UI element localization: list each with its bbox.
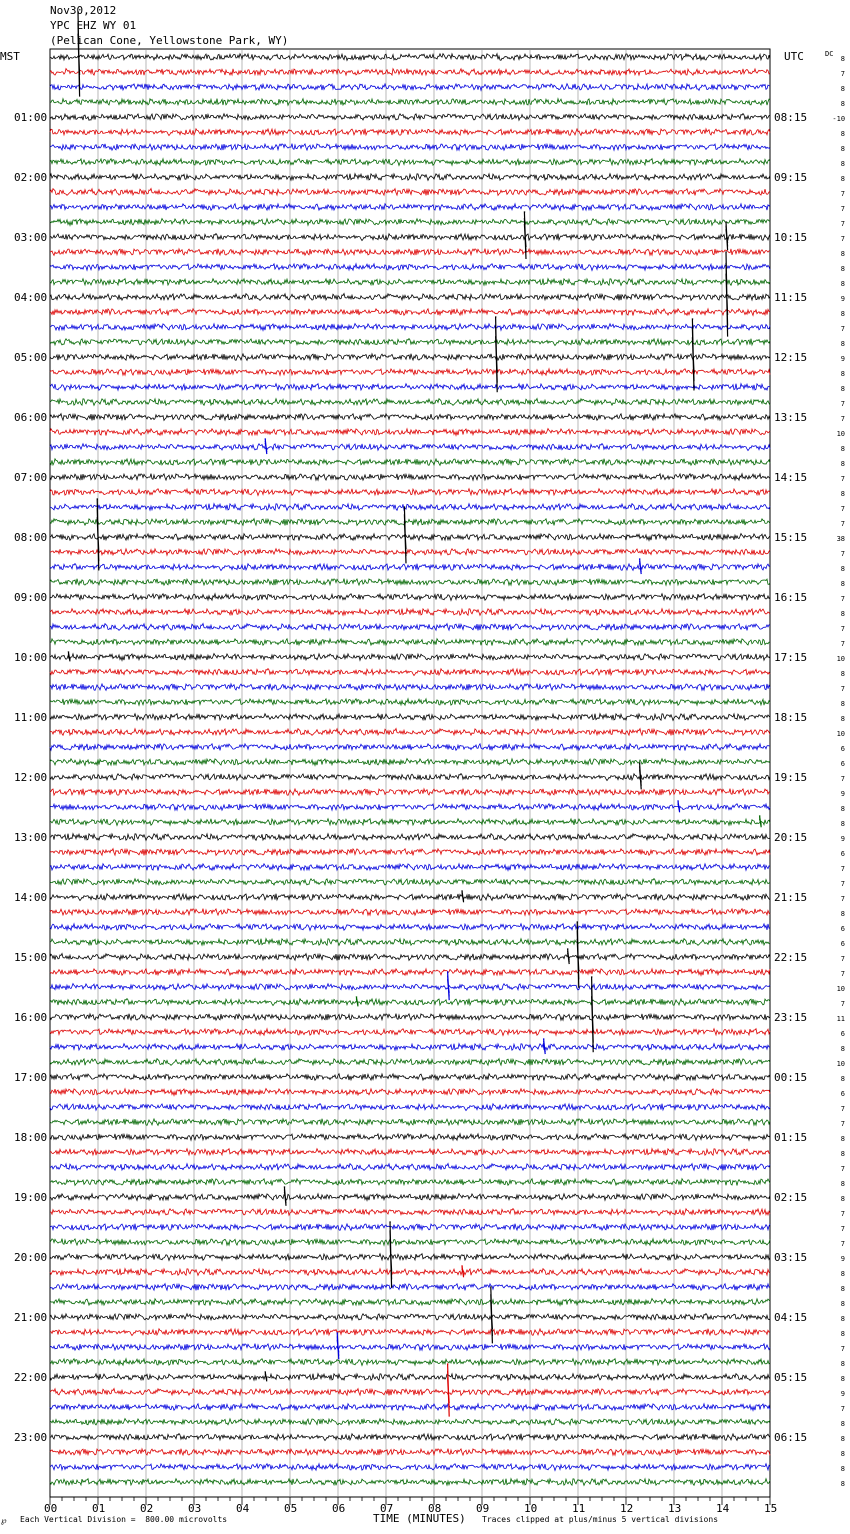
dc-offset-value: 8 <box>840 1360 846 1368</box>
event-spike <box>448 1364 450 1417</box>
dc-offset-value: 9 <box>840 295 846 303</box>
trace-row <box>50 1224 770 1231</box>
trace-row <box>50 249 770 256</box>
trace-row <box>50 1104 770 1111</box>
seismic-traces <box>50 54 770 1486</box>
dc-offset-value: 6 <box>840 850 846 858</box>
scale-note: Each Vertical Division = 800.00 microvolts <box>20 1515 228 1524</box>
dc-offset-value: 7 <box>840 235 846 243</box>
left-hour-label: 22:00 <box>14 1371 48 1384</box>
dc-offset-value: 7 <box>840 1240 846 1248</box>
x-tick-label: 01 <box>92 1502 106 1515</box>
trace-row <box>50 579 770 586</box>
dc-offset-value: 8 <box>840 1180 846 1188</box>
event-spike <box>97 499 99 570</box>
trace-row <box>50 444 770 451</box>
trace-row <box>50 1209 770 1216</box>
left-hour-label: 02:00 <box>14 171 48 184</box>
dc-offset-value: 7 <box>840 775 846 783</box>
dc-offset-value: 8 <box>840 1045 846 1053</box>
left-hour-label: 06:00 <box>14 411 48 424</box>
trace-row <box>50 849 770 856</box>
dc-offset-value: 8 <box>840 460 846 468</box>
left-hour-label: 20:00 <box>14 1251 48 1264</box>
dc-offset-value: 8 <box>840 385 846 393</box>
dc-offset-value: 7 <box>840 325 846 333</box>
left-hour-label: 18:00 <box>14 1131 48 1144</box>
dc-offset-value: 7 <box>840 70 846 78</box>
dc-offset-value: 7 <box>840 865 846 873</box>
dc-offset-value: 7 <box>840 625 846 633</box>
trace-row <box>50 1314 770 1321</box>
event-spike <box>577 922 579 988</box>
trace-row <box>50 1284 770 1291</box>
trace-row <box>50 1014 770 1021</box>
dc-offset-value: 8 <box>840 175 846 183</box>
dc-offset-value: 38 <box>836 535 846 543</box>
trace-row <box>50 774 770 781</box>
event-spike <box>337 1333 339 1359</box>
x-tick-label: 04 <box>236 1502 250 1515</box>
right-hour-label: 12:15 <box>774 351 808 364</box>
event-spike <box>692 319 694 390</box>
trace-row <box>50 1074 770 1081</box>
right-hour-label: 17:15 <box>774 651 808 664</box>
dc-offset-value: 9 <box>840 835 846 843</box>
x-tick-label: 02 <box>140 1502 154 1515</box>
dc-offset-value: 7 <box>840 1165 846 1173</box>
trace-row <box>50 279 770 286</box>
event-spike <box>496 317 498 392</box>
trace-row <box>50 894 770 901</box>
dc-offset-value: 6 <box>840 925 846 933</box>
trace-row <box>50 69 770 76</box>
left-hour-label: 21:00 <box>14 1311 48 1324</box>
dc-offset-value: 7 <box>840 1120 846 1128</box>
dc-offset-value: 8 <box>840 1480 846 1488</box>
trace-row <box>50 1059 770 1066</box>
dc-offset-value: 8 <box>840 670 846 678</box>
right-hour-label: 10:15 <box>774 231 808 244</box>
x-axis-title: TIME (MINUTES) <box>373 1512 466 1525</box>
left-hour-label: 08:00 <box>14 531 48 544</box>
dc-offset-value: 8 <box>840 250 846 258</box>
x-tick-label: 13 <box>668 1502 682 1515</box>
dc-offset-value: 6 <box>840 1030 846 1038</box>
x-tick-label: 08 <box>428 1502 442 1515</box>
dc-offset-value: 11 <box>836 1015 846 1023</box>
event-spike <box>568 949 570 964</box>
left-hour-label: 12:00 <box>14 771 48 784</box>
trace-row <box>50 984 770 991</box>
dc-offset-value: 8 <box>840 1375 846 1383</box>
dc-offset-value: 7 <box>840 1105 846 1113</box>
dc-offset-value: 7 <box>840 475 846 483</box>
event-spike <box>284 1187 286 1206</box>
dc-offset-value: 9 <box>840 790 846 798</box>
dc-offset-value: 8 <box>840 1450 846 1458</box>
dc-offset-value: 6 <box>840 940 846 948</box>
event-spike <box>404 507 406 563</box>
right-hour-label: 08:15 <box>774 111 808 124</box>
left-hour-label: 16:00 <box>14 1011 48 1024</box>
trace-row <box>50 804 770 810</box>
left-hour-label: 19:00 <box>14 1191 48 1204</box>
dc-offset-value: 8 <box>840 1075 846 1083</box>
trace-row <box>50 1404 770 1411</box>
trace-row <box>50 1254 770 1261</box>
x-tick-label: 07 <box>380 1502 394 1515</box>
trace-row <box>50 309 770 316</box>
trace-row <box>50 684 770 691</box>
trace-row <box>50 99 770 106</box>
dc-offset-value: 8 <box>840 820 846 828</box>
dc-offset-value: 8 <box>840 100 846 108</box>
dc-offset-value: 8 <box>840 1135 846 1143</box>
trace-row <box>50 1434 770 1441</box>
trace-row <box>50 204 770 211</box>
trace-row <box>50 909 770 916</box>
left-hour-label: 17:00 <box>14 1071 48 1084</box>
event-spike <box>448 972 450 1000</box>
dc-offset-value: 8 <box>840 160 846 168</box>
trace-row <box>50 969 770 976</box>
right-hour-label: 18:15 <box>774 711 808 724</box>
dc-offset-value: 8 <box>840 1435 846 1443</box>
dc-offset-value: 8 <box>840 700 846 708</box>
trace-row <box>50 609 770 616</box>
dc-offset-value: 7 <box>840 1000 846 1008</box>
trace-row <box>50 1419 770 1426</box>
dc-offset-value: 8 <box>840 340 846 348</box>
dc-offset-value: 8 <box>840 1420 846 1428</box>
dc-offset-value: 7 <box>840 190 846 198</box>
dc-offset-value: 7 <box>840 970 846 978</box>
dc-offset-value: 8 <box>840 1270 846 1278</box>
clip-note: Traces clipped at plus/minus 5 vertical divisions <box>482 1515 719 1524</box>
dc-offset-value: 10 <box>836 730 846 738</box>
trace-row <box>50 459 770 466</box>
dc-offset-value: 7 <box>840 400 846 408</box>
dc-offset-value: 8 <box>840 490 846 498</box>
trace-row <box>50 789 770 796</box>
trace-row <box>50 159 770 166</box>
dc-offset-value: 7 <box>840 520 846 528</box>
dc-offset-value: 6 <box>840 760 846 768</box>
dc-offset-value: 8 <box>840 580 846 588</box>
dc-offset-value: -10 <box>832 115 846 123</box>
trace-row <box>50 474 770 481</box>
trace-row <box>50 324 770 331</box>
x-tick-label: 12 <box>620 1502 634 1515</box>
station-code: YPC EHZ WY 01 <box>50 19 137 32</box>
dc-offset-value: 8 <box>840 1195 846 1203</box>
left-hour-label: 04:00 <box>14 291 48 304</box>
trace-row <box>50 1299 770 1306</box>
x-tick-label: 14 <box>716 1502 730 1515</box>
trace-row <box>50 624 770 631</box>
trace-row <box>50 639 770 646</box>
trace-row <box>50 1134 770 1141</box>
trace-row <box>50 1479 770 1486</box>
trace-row <box>50 399 770 406</box>
trace-row <box>50 1464 770 1471</box>
dc-offset-value: 8 <box>840 1465 846 1473</box>
dc-offset-value: 7 <box>840 640 846 648</box>
trace-row <box>50 354 770 361</box>
right-hour-label: 06:15 <box>774 1431 808 1444</box>
right-hour-label: 09:15 <box>774 171 808 184</box>
trace-row <box>50 759 770 766</box>
dc-offset-value: 9 <box>840 1390 846 1398</box>
trace-row <box>50 549 770 555</box>
dc-offset-value: 8 <box>840 130 846 138</box>
right-hour-label: 11:15 <box>774 291 808 304</box>
trace-row <box>50 114 770 121</box>
trace-row <box>50 864 770 871</box>
right-hour-label: 02:15 <box>774 1191 808 1204</box>
dc-offset-value: 6 <box>840 745 846 753</box>
dc-offset-value: 8 <box>840 1300 846 1308</box>
event-spike <box>78 12 80 97</box>
dc-offset-value: 8 <box>840 370 846 378</box>
trace-row <box>50 1194 770 1201</box>
event-spike <box>760 816 762 827</box>
trace-row <box>50 294 770 301</box>
event-spike <box>68 652 70 661</box>
left-hour-label: 03:00 <box>14 231 48 244</box>
trace-row <box>50 939 770 946</box>
station-location: (Pelican Cone, Yellowstone Park, WY) <box>50 34 289 47</box>
left-hour-label: 15:00 <box>14 951 48 964</box>
dc-offset-value: 7 <box>840 685 846 693</box>
event-spike <box>265 1372 267 1381</box>
right-timezone-label: UTC <box>784 50 804 63</box>
right-hour-label: 05:15 <box>774 1371 808 1384</box>
trace-row <box>50 84 770 91</box>
event-spike <box>265 439 267 454</box>
trace-row <box>50 1374 770 1381</box>
dc-offset-value: 10 <box>836 655 846 663</box>
event-spike <box>544 1039 546 1054</box>
dc-offset-value: 10 <box>836 430 846 438</box>
dc-offset-value: 8 <box>840 1315 846 1323</box>
dc-offset-value: 7 <box>840 895 846 903</box>
x-tick-label: 09 <box>476 1502 490 1515</box>
right-hour-label: 14:15 <box>774 471 808 484</box>
trace-row <box>50 1179 770 1186</box>
x-tick-label: 03 <box>188 1502 202 1515</box>
dc-offset-value: 7 <box>840 880 846 888</box>
trace-row <box>50 954 770 961</box>
trace-row <box>50 1359 770 1366</box>
dc-offset-value: 8 <box>840 1285 846 1293</box>
trace-row <box>50 1449 770 1456</box>
trace-row <box>50 714 770 721</box>
dc-offset-value: 8 <box>840 280 846 288</box>
x-tick-label: 06 <box>332 1502 346 1515</box>
trace-row <box>50 594 770 601</box>
event-spike <box>592 977 594 1052</box>
trace-row <box>50 744 770 751</box>
dc-offset-value: 7 <box>840 505 846 513</box>
trace-row <box>50 1344 770 1351</box>
right-hour-label: 20:15 <box>774 831 808 844</box>
dc-offset-value: 9 <box>840 355 846 363</box>
trace-row <box>50 519 770 526</box>
x-tick-label: 05 <box>284 1502 298 1515</box>
dc-offset-value: 7 <box>840 550 846 558</box>
trace-row <box>50 264 770 271</box>
trace-row <box>50 189 770 196</box>
trace-row <box>50 669 770 676</box>
left-hour-label: 10:00 <box>14 651 48 664</box>
right-hour-label: 15:15 <box>774 531 808 544</box>
dc-offset-value: 8 <box>840 265 846 273</box>
dc-offset-header: DC <box>825 50 834 58</box>
dc-offset-value: 7 <box>840 205 846 213</box>
event-spike <box>462 891 464 902</box>
trace-row <box>50 1089 770 1096</box>
trace-row <box>50 339 770 346</box>
dc-offset-value: 7 <box>840 1345 846 1353</box>
dc-offset-value: 8 <box>840 85 846 93</box>
dc-offset-value: 7 <box>840 955 846 963</box>
trace-row <box>50 1149 770 1156</box>
right-hour-label: 13:15 <box>774 411 808 424</box>
trace-row <box>50 819 770 826</box>
trace-row <box>50 54 770 61</box>
event-spike <box>462 1266 464 1277</box>
left-timezone-label: MST <box>0 50 20 63</box>
dc-offset-value: 8 <box>840 910 846 918</box>
trace-row <box>50 699 770 706</box>
right-hour-label: 19:15 <box>774 771 808 784</box>
dc-offset-value: 7 <box>840 220 846 228</box>
event-spike <box>640 763 642 789</box>
trace-row <box>50 174 770 181</box>
trace-row <box>50 414 770 421</box>
dc-offset-value: 10 <box>836 1060 846 1068</box>
trace-row <box>50 219 770 226</box>
event-spike <box>678 801 680 812</box>
dc-offset-value: 9 <box>840 1255 846 1263</box>
right-hour-label: 04:15 <box>774 1311 808 1324</box>
corner-mark: ℘ <box>1 1516 7 1525</box>
chart-date: Nov30,2012 <box>50 4 117 17</box>
event-spike <box>726 222 728 250</box>
right-hour-label: 23:15 <box>774 1011 808 1024</box>
event-spike <box>640 559 642 574</box>
dc-offset-value: 8 <box>840 1330 846 1338</box>
left-hour-label: 11:00 <box>14 711 48 724</box>
trace-row <box>50 1269 770 1276</box>
x-tick-label: 15 <box>764 1502 778 1515</box>
trace-row <box>50 729 770 736</box>
trace-row <box>50 489 770 496</box>
event-spike <box>356 997 358 1006</box>
trace-row <box>50 534 770 541</box>
right-hour-label: 22:15 <box>774 951 808 964</box>
trace-row <box>50 564 770 571</box>
dc-offset-value: 7 <box>840 415 846 423</box>
trace-row <box>50 429 770 436</box>
left-hour-label: 13:00 <box>14 831 48 844</box>
dc-offset-value: 6 <box>840 1090 846 1098</box>
dc-offset-value: 8 <box>840 445 846 453</box>
trace-row <box>50 1329 770 1336</box>
left-hour-label: 14:00 <box>14 891 48 904</box>
trace-row <box>50 654 770 661</box>
trace-row <box>50 129 770 136</box>
event-spike <box>491 1287 493 1343</box>
dc-offset-value: 7 <box>840 1210 846 1218</box>
event-spike <box>390 1222 392 1288</box>
x-tick-label: 10 <box>524 1502 538 1515</box>
right-hour-label: 21:15 <box>774 891 808 904</box>
x-tick-label: 00 <box>44 1502 58 1515</box>
right-hour-label: 03:15 <box>774 1251 808 1264</box>
trace-row <box>50 834 770 841</box>
trace-row <box>50 369 770 375</box>
trace-row <box>50 999 770 1006</box>
left-hour-label: 23:00 <box>14 1431 48 1444</box>
dc-offset-value: 7 <box>840 595 846 603</box>
dc-offset-value: 7 <box>840 1405 846 1413</box>
right-hour-label: 16:15 <box>774 591 808 604</box>
left-hour-label: 05:00 <box>14 351 48 364</box>
right-hour-label: 01:15 <box>774 1131 808 1144</box>
trace-row <box>50 144 770 151</box>
trace-row <box>50 1029 770 1036</box>
trace-row <box>50 504 770 511</box>
dc-offset-value: 8 <box>840 715 846 723</box>
trace-row <box>50 1389 770 1396</box>
trace-row <box>50 1239 770 1246</box>
dc-offset-value: 7 <box>840 1225 846 1233</box>
dc-offset-value: 8 <box>840 610 846 618</box>
trace-row <box>50 234 770 241</box>
dc-offset-value: 8 <box>840 55 846 63</box>
right-hour-label: 00:15 <box>774 1071 808 1084</box>
left-hour-label: 09:00 <box>14 591 48 604</box>
trace-row <box>50 1044 770 1051</box>
event-spike <box>726 252 728 337</box>
trace-row <box>50 879 770 886</box>
dc-offset-value: 8 <box>840 310 846 318</box>
dc-offset-value: 8 <box>840 805 846 813</box>
left-hour-label: 01:00 <box>14 111 48 124</box>
trace-row <box>50 1119 770 1126</box>
left-hour-label: 07:00 <box>14 471 48 484</box>
dc-offset-value: 8 <box>840 565 846 573</box>
x-tick-label: 11 <box>572 1502 586 1515</box>
trace-row <box>50 384 770 391</box>
dc-offset-value: 10 <box>836 985 846 993</box>
trace-row <box>50 1164 770 1171</box>
dc-offset-value: 8 <box>840 145 846 153</box>
trace-row <box>50 924 770 931</box>
dc-offset-value: 8 <box>840 1150 846 1158</box>
